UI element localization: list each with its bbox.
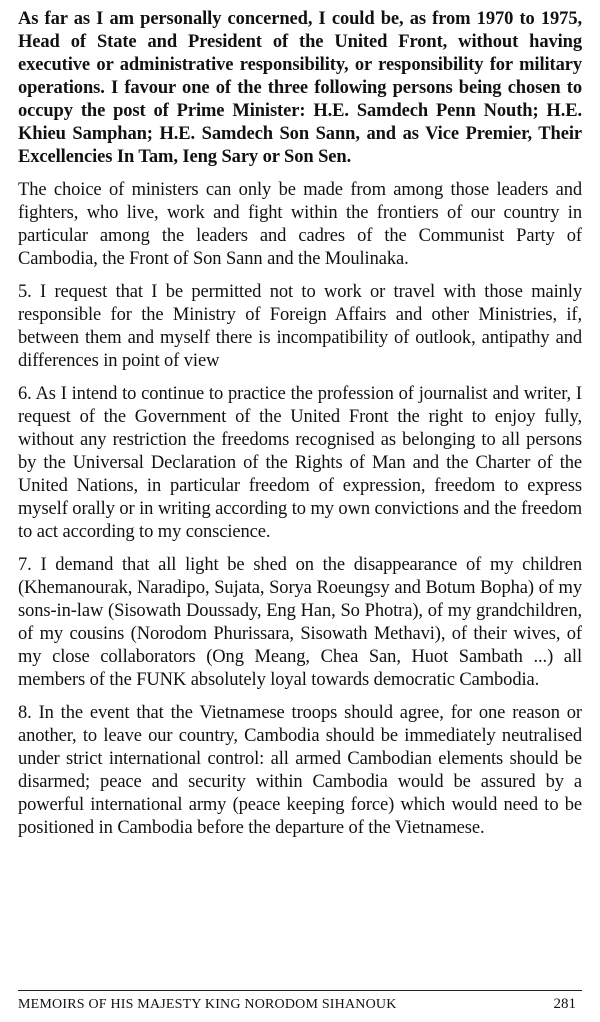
paragraph-head-of-state: As far as I am personally concerned, I could be, as from 1970 to 1975, Head of State and President of the United Front, without having executive or administrative responsibility, or responsibility for military operations. I favour one of the three following persons being chosen to occupy the post of Prime Minister: H.E. Samdech Penn Nouth; H.E. Khieu Samphan; H.E. Samdech Son Sann, and as Vice Premier, Their Excellencies In Tam, Ieng Sary or Son Sen. bbox=[18, 9, 582, 167]
page-body bbox=[18, 8, 582, 850]
page-footer bbox=[18, 990, 582, 1014]
paragraph-choice-of-ministers: The choice of ministers can only be made from among those leaders and fighters, who live, work and fight within the frontiers of our country in particular among the leaders and cadres of the Communist Party of Cambodia, the Front of Son Sann and the Moulinaka. bbox=[18, 180, 582, 269]
paragraph-point-8: 8. In the event that the Vietnamese troops should agree, for one reason or another, to leave our country, Cambodia should be immediately neutralised under strict international control: all armed Cambodian elements should be disarmed; peace and security within Cambodia would be assured by a powerful international army (peace keeping force) which would need to be positioned in Cambodia before the departure of the Vietnamese. bbox=[18, 703, 582, 838]
paragraph-point-7: 7. I demand that all light be shed on the disappearance of my children (Khemanourak, Naradipo, Sujata, Sorya Roeungsy and Botum Bopha) of my sons-in-law (Sisowath Doussady, Eng Han, So Photra), of my grandchildren, of my cousins (Norodom Phurissara, Sisowath Methavi), of their wives, of my close collaborators (Ong Meang, Chea San, Huot Sambath ...) all members of the FUNK absolutely loyal towards democratic Cambodia. bbox=[18, 555, 582, 690]
paragraph-point-6: 6. As I intend to continue to practice the profession of journalist and writer, I request of the Government of the United Front the right to enjoy fully, without any restriction the freedoms recognised as belonging to all persons by the Universal Declaration of the Rights of Man and the Charter of the United Nations, in particular freedom of expression, freedom to express myself orally or in writing according to my own convictions and the freedom to act according to my conscience. bbox=[18, 384, 582, 542]
running-title: MEMOIRS OF HIS MAJESTY KING NORODOM SIHANOUK bbox=[18, 997, 397, 1012]
paragraph-point-5: 5. I request that I be permitted not to work or travel with those mainly responsible for the Ministry of Foreign Affairs and other Ministries, if, between them and myself there is incompatibility of outlook, antipathy and differences in point of view bbox=[18, 282, 582, 371]
page-number: 281 bbox=[553, 996, 576, 1012]
